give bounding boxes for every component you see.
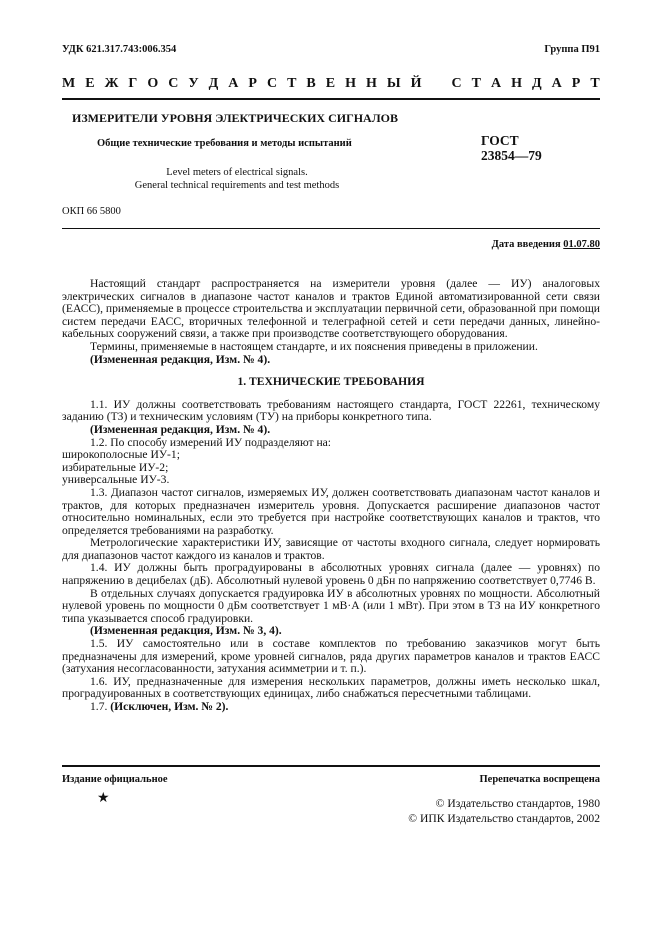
banner-letter: С <box>451 76 462 91</box>
list-item: избирательные ИУ-2; <box>62 460 169 474</box>
banner-letter: О <box>147 76 159 91</box>
title-rule <box>62 228 600 229</box>
copyright-1980: © Издательство стандартов, 1980 <box>435 797 600 810</box>
banner-letter: В <box>306 76 316 91</box>
clause-1-4-power: В отдельных случаях допускается градуировка ИУ в абсолютных уровнях по мощности. Абсолютный нулевой уровень по мощности 0 дБм соответствует 1 мВ·А (или 1 мВт). При этом в ТЗ на ИУ конкретного типа указывается способ градуировки. <box>62 586 600 625</box>
list-item: широкополосные ИУ-1; <box>62 448 180 462</box>
english-title-line2: General technical requirements and test methods <box>134 180 340 191</box>
banner-letter: Т <box>590 76 600 91</box>
clause-1-7-text: (Исключен, Изм. № 2). <box>110 700 229 713</box>
gost-number: 23854—79 <box>481 148 542 163</box>
banner-letter: Р <box>571 76 581 91</box>
clause-1-6: 1.6. ИУ, предназначенные для измерения нескольких параметров, должны иметь несколько шкал, проградуированных в соответствующих единицах, либо снабжаться пересчетными таблицами. <box>62 674 600 701</box>
banner-letter: М <box>62 76 76 91</box>
clause-1-1-amendment: (Измененная редакция, Изм. № 4). <box>90 422 271 436</box>
banner-letter: Е <box>325 76 336 91</box>
banner-letter: Й <box>410 76 422 91</box>
document-title: ИЗМЕРИТЕЛИ УРОВНЯ ЭЛЕКТРИЧЕСКИХ СИГНАЛОВ <box>72 111 398 125</box>
english-title-line1: Level meters of electrical signals. <box>166 167 308 178</box>
banner-letter: С <box>266 76 278 91</box>
banner-letter: Р <box>248 76 257 91</box>
clause-1-3: 1.3. Диапазон частот сигналов, измеряемых ИУ, должен соответствовать диапазонам частот каналов и трактов, для которых предназначен измеритель уровня. Допускается расширение диапазонов частот относительно номинальных, если это требуется при настройке соответствующих каналов и трактов, что определяется требованиями на разработку. <box>62 485 600 537</box>
document-subtitle: Общие технические требования и методы испытаний <box>97 138 352 149</box>
english-title <box>125 166 349 192</box>
banner-letter: Н <box>345 76 356 91</box>
banner-letter: Д <box>532 76 542 91</box>
list-item: универсальные ИУ-3. <box>62 473 170 487</box>
udc-code: УДК 621.317.743:006.354 <box>62 44 177 55</box>
banner-letter: Ж <box>104 76 119 91</box>
okp-code: ОКП 66 5800 <box>62 206 121 217</box>
banner-letter: Т <box>471 76 481 91</box>
banner-letter: У <box>188 76 199 91</box>
footer-rule <box>62 765 600 767</box>
banner-letter: Ы <box>386 76 401 91</box>
banner-letter: А <box>228 76 239 91</box>
banner-letter: Г <box>128 76 138 91</box>
banner-letter: Н <box>366 76 377 91</box>
banner-letter: Е <box>85 76 95 91</box>
clause-1-4: 1.4. ИУ должны быть проградуированы в абсолютных уровнях сигнала (далее — уровнях) по напряжению в децибелах (дБ). Абсолютный нулевой уровень 0 дБн по напряжению соответствует 0,7746 В. <box>62 561 600 588</box>
star-icon: ★ <box>97 791 110 806</box>
copyright-2002: © ИПК Издательство стандартов, 2002 <box>408 812 600 825</box>
gost-label: ГОСТ <box>481 133 519 148</box>
clause-1-1: 1.1. ИУ должны соответствовать требованиям настоящего стандарта, ГОСТ 22261, техническому заданию (ТЗ) и техническим условиям (ТУ) на приборы конкретного типа. <box>62 397 600 424</box>
clause-1-4-amendment: (Измененная редакция, Изм. № 3, 4). <box>90 624 282 638</box>
gost-block <box>481 133 542 163</box>
standard-banner <box>62 76 600 92</box>
date-value: 01.07.80 <box>563 239 600 250</box>
header-rule <box>62 98 600 100</box>
document-body <box>62 278 600 714</box>
official-edition: Издание официальное <box>62 774 168 785</box>
banner-letter: Н <box>511 76 523 91</box>
clause-1-7 <box>62 701 600 714</box>
clause-1-7-number: 1.7. <box>90 700 111 713</box>
intro-paragraph: Настоящий стандарт распространяется на измерители уровня (далее — ИУ) аналоговых электрических сигналов в диапазоне частот каналов и трактов Единой автоматизированной сети связи (ЕАСС), применяемые в процессе строительства и эксплуатации первичной сети, образованной при помощи систем передачи ЕАСС, вторичных телефонной и телеграфной сетей и сети передачи данных, линейно-кабельных сооружений связи, а также при производстве соответствующего оборудования. <box>62 277 600 341</box>
section-heading: 1. ТЕХНИЧЕСКИЕ ТРЕБОВАНИЯ <box>237 375 425 389</box>
date-label: Дата введения <box>491 239 564 250</box>
clause-1-3-metrology: Метрологические характеристики ИУ, зависящие от частоты входного сигнала, следует нормировать для диапазонов частот каждого из каналов и трактов. <box>62 536 600 562</box>
clause-1-5: 1.5. ИУ самостоятельно или в составе комплектов по требованию заказчиков могут быть предназначены для измерений, кроме уровней сигналов, ряда других параметров каналов и трактов ЕАСС (затухания несогласованности, затухания асимметрии и т. п.). <box>62 637 600 676</box>
group-code: Группа П91 <box>544 44 600 55</box>
introduction-date <box>492 239 600 250</box>
amendment-note: (Измененная редакция, Изм. № 4). <box>90 352 271 366</box>
terms-paragraph: Термины, применяемые в настоящем стандарте, и их пояснения приведены в приложении. <box>90 339 538 353</box>
banner-letter: А <box>551 76 562 91</box>
banner-letter: Т <box>287 76 297 91</box>
banner-letter: С <box>168 76 179 91</box>
copyright-block <box>408 796 600 826</box>
banner-letter: А <box>491 76 502 91</box>
reprint-notice: Перепечатка воспрещена <box>479 774 600 785</box>
banner-letter: Д <box>208 76 219 91</box>
clause-1-2: 1.2. По способу измерений ИУ подразделяют на: <box>90 435 332 449</box>
